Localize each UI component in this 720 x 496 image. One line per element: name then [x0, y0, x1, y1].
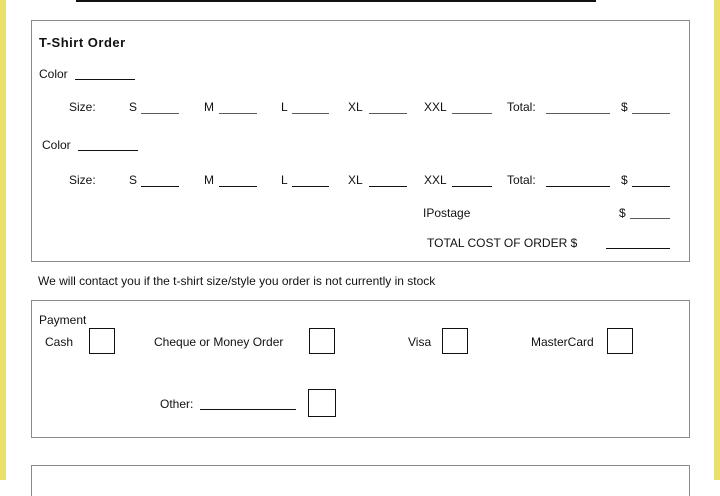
total-label: Total: [507, 100, 536, 114]
section-title: T-Shirt Order [39, 35, 126, 50]
amount-field-2[interactable] [632, 186, 670, 187]
size-s-qty-2[interactable] [141, 186, 179, 187]
size-l-qty-1[interactable] [292, 113, 329, 114]
currency-symbol: $ [621, 173, 628, 187]
payment-option-visa-label: Visa [408, 335, 432, 349]
size-label: Size: [69, 173, 96, 187]
total-cost-label: TOTAL COST OF ORDER $ [427, 236, 578, 250]
size-label: Size: [69, 100, 96, 114]
size-s-label: S [129, 173, 138, 187]
mastercard-checkbox[interactable] [607, 328, 633, 354]
size-xxl-label: XXL [424, 173, 447, 187]
size-l-label: L [281, 100, 288, 114]
cash-checkbox[interactable] [89, 328, 115, 354]
page-right-edge [714, 0, 720, 480]
page-left-edge [0, 0, 6, 480]
size-xl-label: XL [348, 173, 363, 187]
color-label: Color [42, 138, 71, 152]
size-xxl-label: XXL [424, 100, 447, 114]
total-label: Total: [507, 173, 536, 187]
total-cost-field[interactable] [606, 248, 670, 249]
size-xl-qty-2[interactable] [369, 186, 407, 187]
postage-label: IPostage [423, 206, 471, 220]
size-xl-qty-1[interactable] [369, 113, 407, 114]
payment-option-mastercard-label: MasterCard [531, 335, 594, 349]
next-section [31, 465, 690, 496]
size-m-label: M [204, 173, 214, 187]
size-l-qty-2[interactable] [292, 186, 329, 187]
tshirt-order-section [31, 20, 690, 262]
size-m-label: M [204, 100, 214, 114]
color-field-1[interactable] [75, 79, 135, 80]
payment-option-cash-label: Cash [45, 335, 74, 349]
payment-title: Payment [39, 313, 87, 327]
currency-symbol: $ [619, 206, 626, 220]
payment-option-cheque-label: Cheque or Money Order [154, 335, 284, 349]
size-s-label: S [129, 100, 138, 114]
stock-notice: We will contact you if the t-shirt size/style you order is not currently in stock [38, 274, 436, 288]
size-s-qty-1[interactable] [141, 113, 179, 114]
color-field-2[interactable] [78, 150, 138, 151]
size-xxl-qty-2[interactable] [452, 186, 492, 187]
payment-other-label: Other: [160, 397, 194, 411]
other-field[interactable] [200, 409, 296, 410]
color-label: Color [39, 67, 68, 81]
visa-checkbox[interactable] [442, 328, 468, 354]
size-l-label: L [281, 173, 288, 187]
amount-field-1[interactable] [632, 113, 670, 114]
size-xxl-qty-1[interactable] [452, 113, 492, 114]
payment-section [31, 300, 690, 438]
size-m-qty-2[interactable] [219, 186, 257, 187]
header-rule [76, 0, 596, 2]
postage-field[interactable] [630, 218, 670, 219]
size-xl-label: XL [348, 100, 363, 114]
cheque-checkbox[interactable] [309, 328, 335, 354]
other-checkbox[interactable] [308, 389, 336, 417]
total-field-2[interactable] [546, 186, 610, 187]
currency-symbol: $ [621, 100, 628, 114]
size-m-qty-1[interactable] [219, 113, 257, 114]
total-field-1[interactable] [546, 113, 610, 114]
